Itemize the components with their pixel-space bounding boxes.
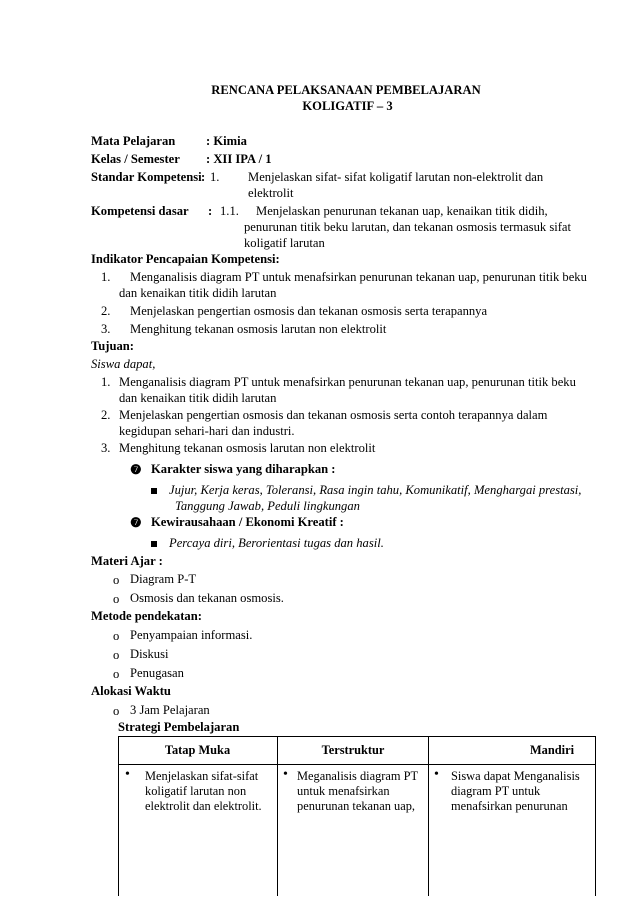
table-col-divider-1 — [277, 736, 278, 896]
table-header-divider — [118, 764, 596, 765]
tujuan-item-1-line2: dan kenaikan titik didih larutan — [119, 391, 277, 405]
tujuan-num-1: 1. — [101, 375, 111, 389]
col3-bullet-icon: • — [434, 767, 439, 782]
alokasi-circle-icon-1: o — [113, 704, 120, 718]
indikator-item-1-line1: Menganalisis diagram PT untuk menafsirkan penurunan tekanan uap, penurunan titik beku — [130, 270, 587, 284]
indikator-heading: Indikator Pencapaian Kompetensi: — [91, 252, 280, 266]
tujuan-num-2: 2. — [101, 408, 111, 422]
karakter-square-bullet-icon — [151, 488, 157, 494]
table-col-divider-2 — [428, 736, 429, 896]
karakter-marker-icon: ❼ — [130, 462, 142, 477]
tujuan-item-2-line1: Menjelaskan pengertian osmosis dan tekanan osmosis serta contoh terapannya dalam — [119, 408, 548, 422]
tujuan-item-1-line1: Menganalisis diagram PT untuk menafsirkan penurunan tekanan uap, penurunan titik beku — [119, 375, 576, 389]
page-title: RENCANA PELAKSANAAN PEMBELAJARAN — [211, 83, 481, 97]
col1-line1: Menjelaskan sifat-sifat — [145, 769, 259, 783]
col2-line1: Meganalisis diagram PT — [297, 769, 419, 783]
kewirausahaan-heading: Kewirausahaan / Ekonomi Kreatif : — [151, 515, 344, 529]
tujuan-item-2-line2: kegidupan sehari-hari dan industri. — [119, 424, 295, 438]
sk-label: Standar Kompetensi — [91, 170, 202, 184]
sk-number: 1. — [210, 170, 220, 184]
kd-text-line2: penurunan titik beku larutan, dan tekanan osmosis termasuk sifat — [244, 220, 572, 234]
metode-circle-icon-3: o — [113, 667, 120, 681]
materi-item-2: Osmosis dan tekanan osmosis. — [130, 591, 284, 605]
tujuan-item-3: Menghitung tekanan osmosis larutan non elektrolit — [119, 441, 376, 455]
table-border-top — [118, 736, 596, 737]
col3-line3: menafsirkan penurunan — [451, 799, 568, 813]
table-header-mandiri: Mandiri — [529, 743, 575, 757]
strategi-table — [118, 736, 596, 896]
table-header-terstruktur: Terstruktur — [321, 743, 385, 757]
tujuan-num-3: 3. — [101, 441, 111, 455]
kd-label: Kompetensi dasar — [91, 204, 189, 218]
col1-line3: elektrolit dan elektrolit. — [145, 799, 262, 813]
karakter-line2: Tanggung Jawab, Peduli lingkungan — [175, 499, 360, 513]
metode-circle-icon-2: o — [113, 648, 120, 662]
materi-heading: Materi Ajar : — [91, 554, 163, 568]
metode-item-3: Penugasan — [130, 666, 184, 680]
indikator-item-3: Menghitung tekanan osmosis larutan non elektrolit — [130, 322, 387, 336]
kd-number: 1.1. — [220, 204, 239, 218]
kelas-label: Kelas / Semester — [91, 152, 180, 166]
tujuan-heading: Tujuan: — [91, 339, 134, 353]
materi-circle-icon-1: o — [113, 573, 120, 587]
indikator-num-1: 1. — [101, 270, 111, 284]
tujuan-intro: Siswa dapat, — [91, 357, 156, 371]
indikator-item-2: Menjelaskan pengertian osmosis dan tekanan osmosis serta terapannya — [130, 304, 488, 318]
mapel-value: : Kimia — [206, 134, 247, 148]
kd-text-line1: Menjelaskan penurunan tekanan uap, kenaikan titik didih, — [256, 204, 548, 218]
metode-circle-icon-1: o — [113, 629, 120, 643]
sk-text-line1: Menjelaskan sifat- sifat koligatif larutan non-elektrolit dan — [248, 170, 544, 184]
kd-text-line3: koligatif larutan — [244, 236, 325, 250]
kd-colon: : — [208, 204, 213, 218]
kewirausahaan-square-bullet-icon — [151, 541, 157, 547]
indikator-item-1-line2: dan kenaikan titik didih larutan — [119, 286, 277, 300]
sk-colon: : — [201, 170, 206, 184]
col1-line2: koligatif larutan non — [145, 784, 247, 798]
materi-circle-icon-2: o — [113, 592, 120, 606]
table-border-left — [118, 736, 119, 896]
mapel-label: Mata Pelajaran — [91, 134, 176, 148]
metode-item-1: Penyampaian informasi. — [130, 628, 253, 642]
table-border-right — [595, 736, 596, 896]
col2-line3: penurunan tekanan uap, — [297, 799, 416, 813]
col2-bullet-icon: • — [283, 767, 288, 782]
alokasi-item-1: 3 Jam Pelajaran — [130, 703, 210, 717]
karakter-line1: Jujur, Kerja keras, Toleransi, Rasa ingin tahu, Komunikatif, Menghargai prestasi, — [169, 483, 582, 497]
indikator-num-3: 3. — [101, 322, 111, 336]
alokasi-heading: Alokasi Waktu — [91, 684, 171, 698]
col1-bullet-icon: • — [125, 767, 130, 782]
col3-line2: diagram PT untuk — [451, 784, 541, 798]
metode-item-2: Diskusi — [130, 647, 169, 661]
table-header-tatap-muka: Tatap Muka — [164, 743, 231, 757]
materi-item-1: Diagram P-T — [130, 572, 197, 586]
kewirausahaan-line1: Percaya diri, Berorientasi tugas dan hasil. — [169, 536, 384, 550]
karakter-heading: Karakter siswa yang diharapkan : — [151, 462, 336, 476]
col3-line1: Siswa dapat Menganalisis — [451, 769, 580, 783]
kewirausahaan-marker-icon: ❼ — [130, 515, 142, 530]
sk-text-line2: elektrolit — [248, 186, 294, 200]
strategi-heading: Strategi Pembelajaran — [118, 720, 240, 734]
indikator-num-2: 2. — [101, 304, 111, 318]
col2-line2: untuk menafsirkan — [297, 784, 390, 798]
metode-heading: Metode pendekatan: — [91, 609, 202, 623]
page-subtitle: KOLIGATIF – 3 — [302, 99, 393, 113]
kelas-value: : XII IPA / 1 — [206, 152, 272, 166]
